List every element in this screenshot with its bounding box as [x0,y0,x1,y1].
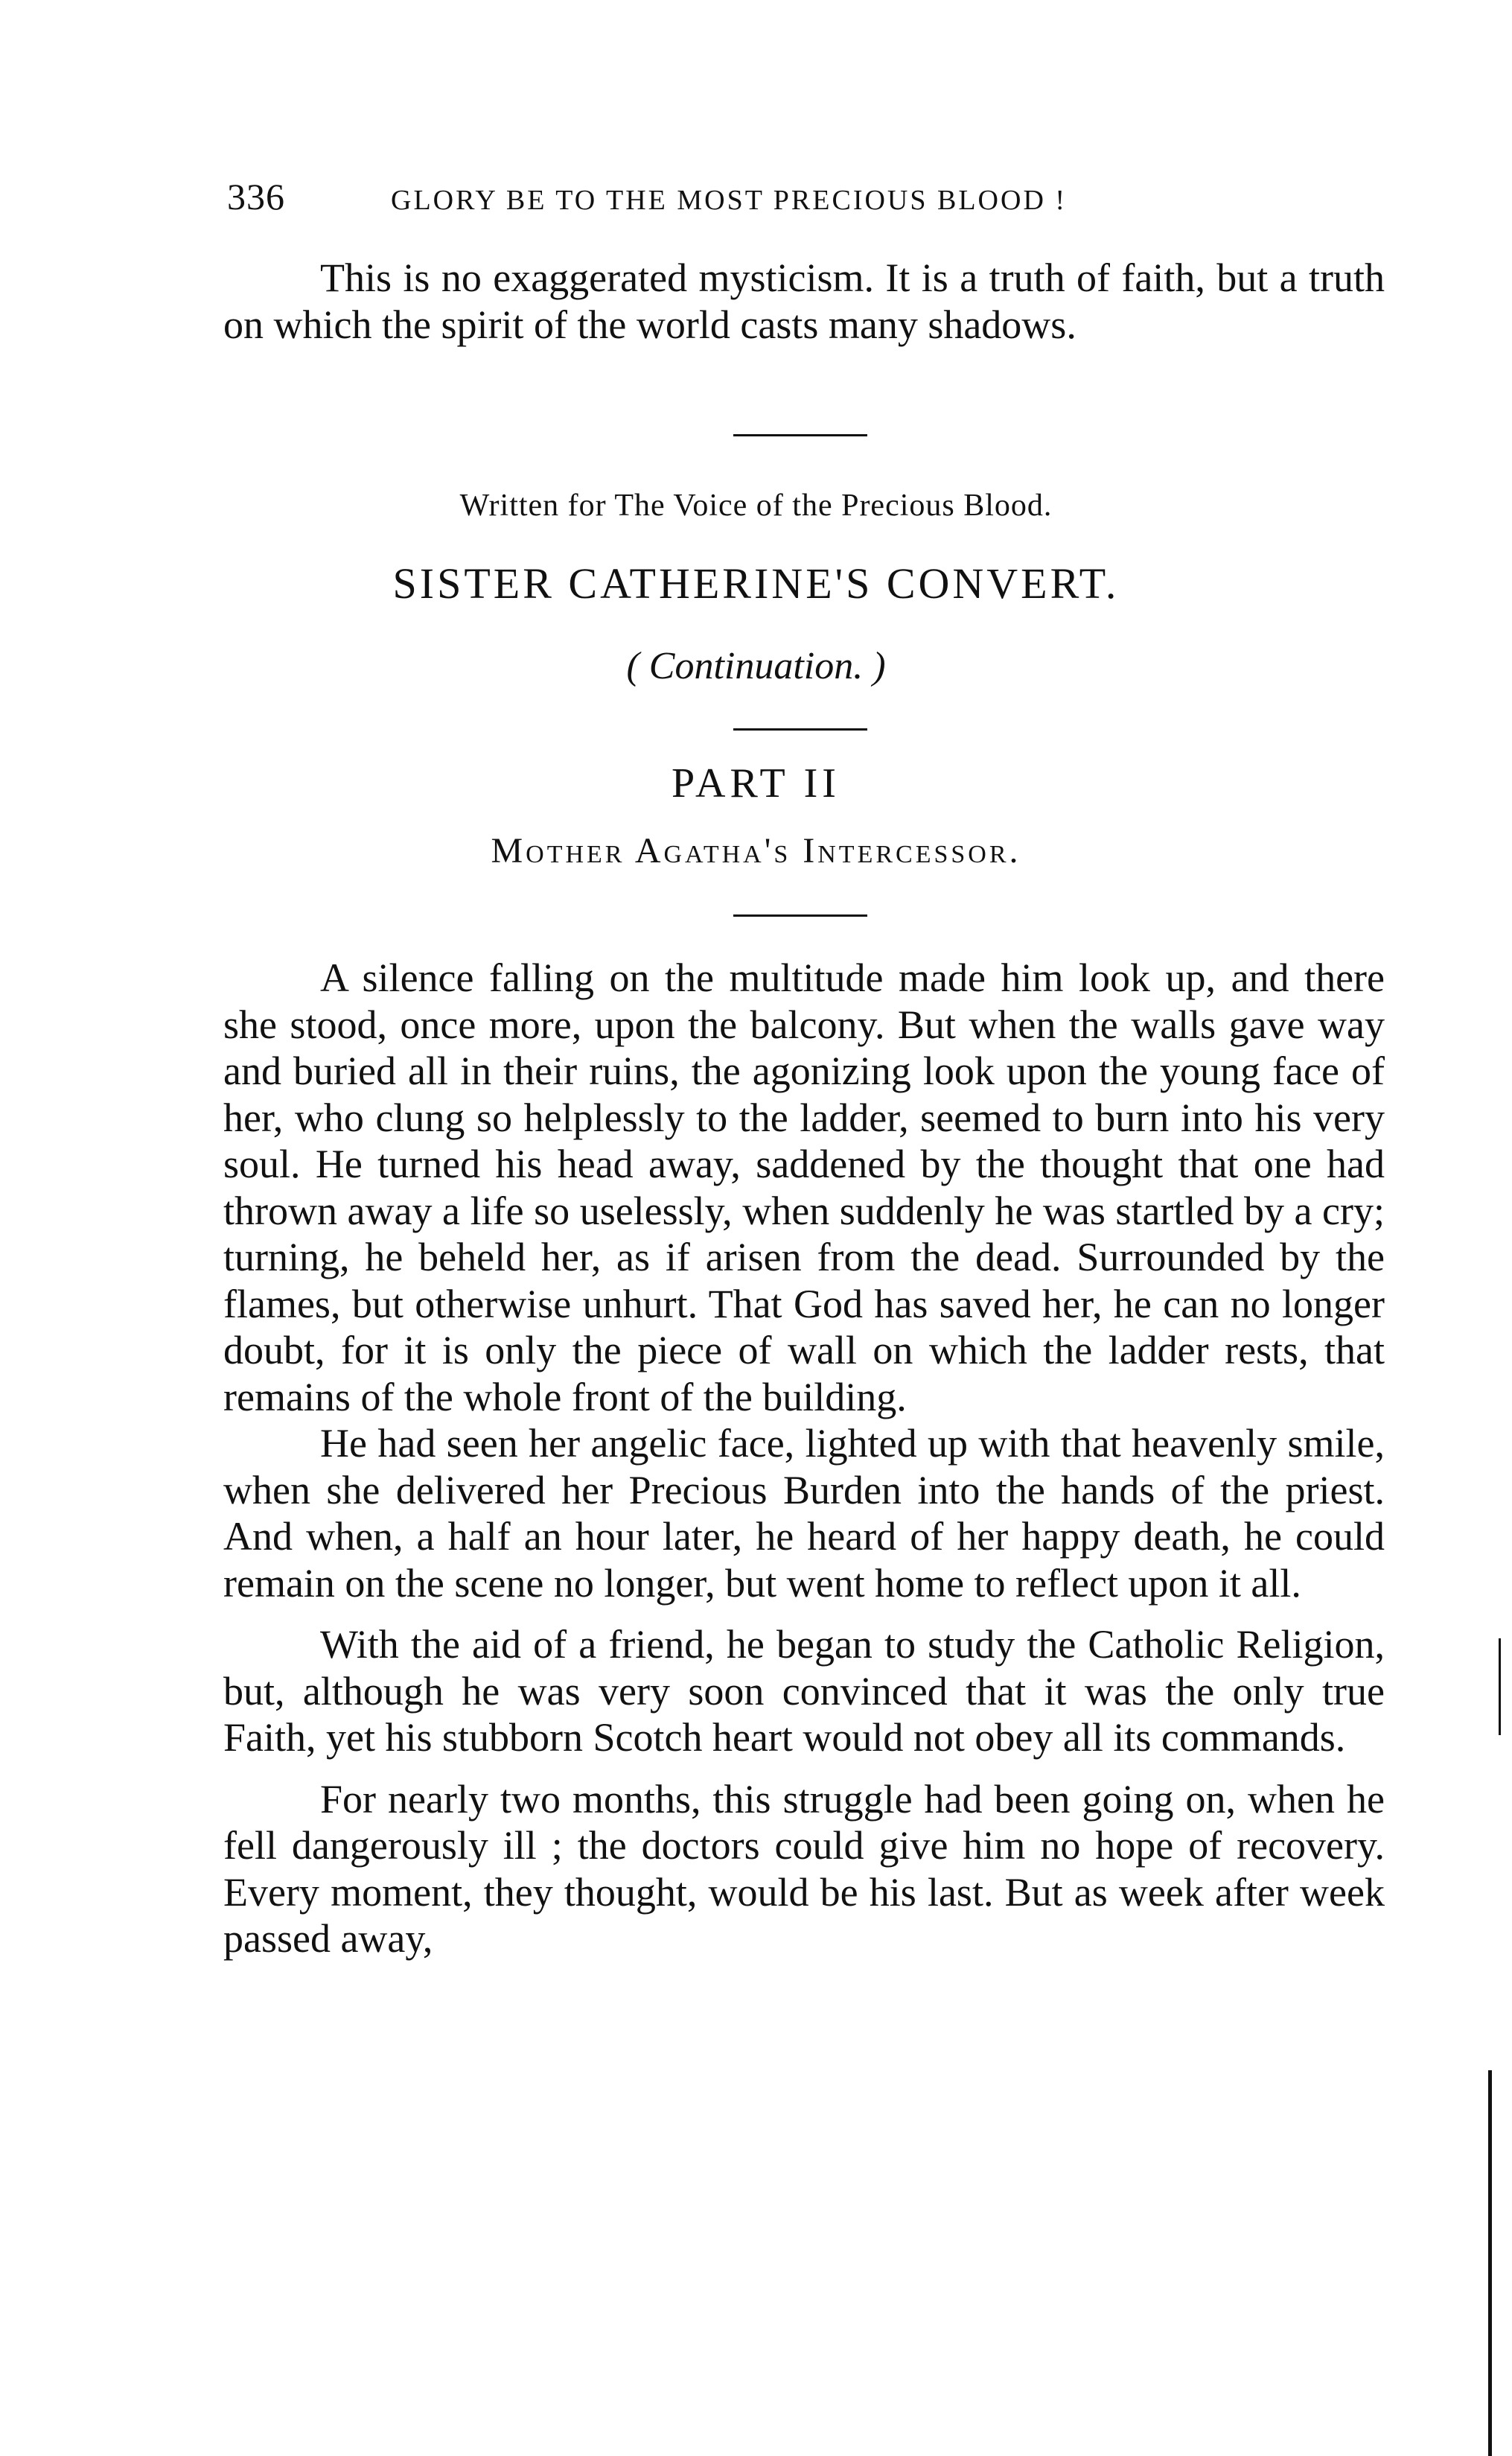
section-rule-1 [733,434,867,436]
part-subtitle: Mother Agatha's Intercessor. [491,831,1021,871]
page-edge-mark [1499,1638,1501,1735]
article-title: SISTER CATHERINE'S CONVERT. [392,559,1120,608]
page-edge-mark [1488,2070,1492,2456]
article-continuation: ( Continuation. ) [626,645,886,687]
article-byline: Written for The Voice of the Precious Blood. [459,489,1053,523]
body-paragraph: With the aid of a friend, he began to study the Catholic Religion, but, although he was very soon convinced that it was the only true Faith, yet his stubborn Scotch heart would not obey all its commands. [223,1622,1385,1760]
section-rule-2 [733,728,867,731]
intro-paragraph: This is no exaggerated mysticism. It is a truth of faith, but a truth on which the spirit of the world casts many shadows. [223,255,1385,347]
section-rule-3 [733,914,867,917]
body-paragraph: A silence falling on the multitude made him look up, and there she stood, once more, upon the balcony. But when the walls gave way and buried all in their ruins, the agonizing look upon the young face of her, who clung so helplessly to the ladder, seemed to burn into his very soul. He turned his head away, saddened by the thought that one had thrown away a life so uselessly, when suddenly he was startled by a cry; turning, he beheld her, as if arisen from the dead. Surrounded by the flames, but otherwise unhurt. That God has saved her, he can no longer doubt, for it is only the piece of wall on which the ladder rests, that remains of the whole front of the building. [223,955,1385,1419]
page-number: 336 [227,176,285,217]
body-text [223,955,1385,1962]
body-paragraph: For nearly two months, this struggle had been going on, when he fell dangerously ill ; the doctors could give him no hope of recovery. Every moment, they thought, would be his last. But as week after week passed away, [223,1776,1385,1961]
part-heading: PART II [672,760,840,807]
running-title: GLORY BE TO THE MOST PRECIOUS BLOOD ! [391,185,1068,216]
body-paragraph: He had seen her angelic face, lighted up with that heavenly smile, when she delivered her Precious Burden into the hands of the priest. And when, a half an hour later, he heard of her happy death, he could remain on the scene no longer, but went home to reflect upon it all. [223,1421,1385,1606]
running-head [227,175,1284,235]
intro-block [223,255,1385,348]
